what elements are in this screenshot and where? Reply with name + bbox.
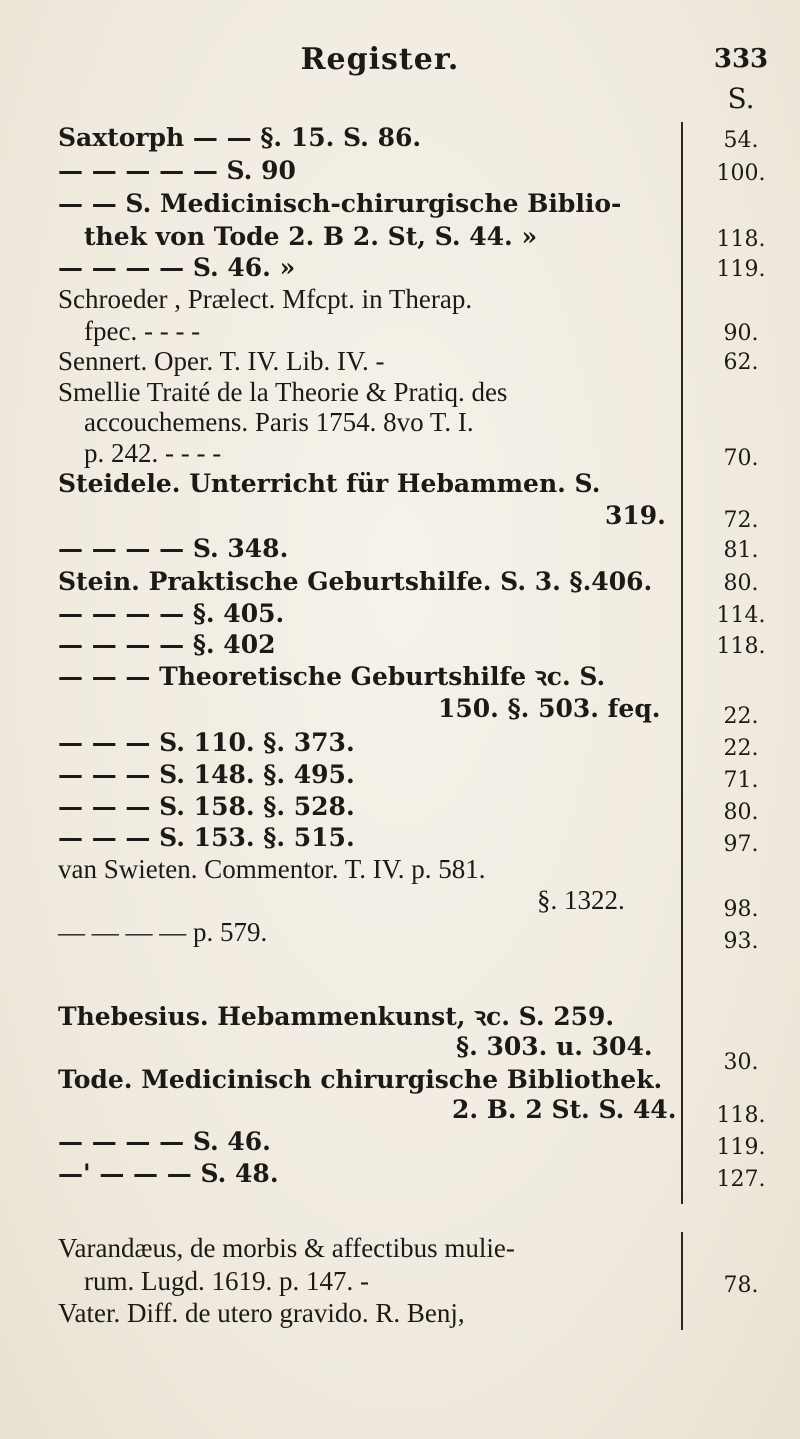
entry-text: Sennert. Oper. T. IV. Lib. IV. - bbox=[58, 346, 385, 376]
entry-text: 2. B. 2 St. S. 44. bbox=[452, 1095, 677, 1124]
entry-page: 78. bbox=[723, 1273, 759, 1298]
entry-page: 30. bbox=[723, 1050, 759, 1075]
register-entry bbox=[0, 188, 800, 220]
entry-page: 127. bbox=[716, 1167, 766, 1192]
running-head: Register. bbox=[300, 42, 460, 77]
entry-page: 119. bbox=[716, 257, 766, 282]
entry-page: 72. bbox=[723, 508, 759, 533]
register-entry bbox=[0, 500, 800, 532]
entry-text: — — — — §. 405. bbox=[58, 599, 285, 628]
register-entry bbox=[0, 1126, 800, 1158]
entry-text: — — — — §. 402 bbox=[58, 630, 276, 659]
register-entry bbox=[0, 916, 800, 954]
entry-page: 81. bbox=[723, 538, 759, 563]
entry-text: Thebesius. Hebammenkunst, ꝛc. S. 259. bbox=[58, 1002, 615, 1031]
entry-page: 93. bbox=[723, 929, 759, 954]
entry-text: Saxtorph — — §. 15. S. 86. bbox=[58, 123, 422, 152]
entry-text: — — — — p. 579. bbox=[58, 917, 268, 947]
entry-text: — — — Theoretische Geburtshilfe ꝛc. S. bbox=[58, 662, 606, 691]
entry-text: — — — — S. 348. bbox=[58, 534, 289, 563]
entry-page: 118. bbox=[716, 1103, 766, 1128]
register-entry bbox=[0, 1031, 800, 1075]
entry-text: van Swieten. Commentor. T. IV. p. 581. bbox=[58, 854, 486, 884]
register-entry bbox=[0, 283, 800, 315]
entry-text: 319. bbox=[605, 501, 666, 530]
entry-page: 98. bbox=[723, 897, 759, 922]
register-entry bbox=[0, 1158, 800, 1190]
register-entry bbox=[0, 315, 800, 347]
entry-text: — — — S. 148. §. 495. bbox=[58, 760, 355, 789]
register-entry bbox=[0, 1265, 800, 1297]
register-entry bbox=[0, 759, 800, 791]
register-entry bbox=[0, 155, 800, 187]
entry-text: — — — S. 110. §. 373. bbox=[58, 728, 355, 757]
entry-text: — — — S. 158. §. 528. bbox=[58, 792, 355, 821]
register-entry bbox=[0, 791, 800, 823]
entry-text: rum. Lugd. 1619. p. 147. - bbox=[84, 1266, 369, 1296]
entry-text: Vater. Diff. de utero gravido. R. Benj, bbox=[58, 1298, 465, 1328]
entry-text: — — — — S. 46. bbox=[58, 1127, 271, 1156]
entry-page: 90. bbox=[723, 321, 759, 346]
entry-text: — — — — — S. 90 bbox=[58, 156, 296, 185]
register-entry bbox=[0, 727, 800, 759]
entry-page: 22. bbox=[723, 736, 759, 761]
entry-text: fpec. - - - - bbox=[84, 316, 201, 346]
entry-page: 70. bbox=[723, 446, 759, 471]
register-entry bbox=[0, 822, 800, 857]
entry-page: 100. bbox=[716, 161, 766, 186]
entry-text: 150. §. 503. feq. bbox=[438, 694, 661, 723]
register-entry bbox=[0, 406, 800, 438]
entry-text: —' — — — S. 48. bbox=[58, 1159, 279, 1188]
entry-text: — — — S. 153. §. 515. bbox=[58, 823, 355, 852]
entry-page: 118. bbox=[716, 227, 766, 252]
entry-text: Smellie Traité de la Theorie & Pratiq. des bbox=[58, 377, 508, 407]
entry-page: 54. bbox=[723, 128, 759, 153]
register-entry bbox=[0, 629, 800, 661]
entry-text: Stein. Praktische Geburtshilfe. S. 3. §.406. bbox=[58, 567, 653, 596]
entry-text: thek von Tode 2. B 2. St, S. 44. » bbox=[84, 222, 538, 251]
entry-page: 80. bbox=[723, 571, 759, 596]
register-entry bbox=[0, 661, 800, 693]
entry-page: 71. bbox=[723, 768, 759, 793]
entry-text: — — S. Medicinisch-chirurgische Biblio- bbox=[58, 189, 622, 218]
entry-page: 62. bbox=[723, 350, 759, 375]
register-entry bbox=[0, 252, 800, 284]
column-rule-lower bbox=[681, 1232, 683, 1330]
entry-text: §. 303. u. 304. bbox=[456, 1032, 653, 1061]
register-entry bbox=[0, 345, 800, 377]
page-number: 333 bbox=[713, 44, 769, 74]
entry-text: Tode. Medicinisch chirurgische Bibliothek. bbox=[58, 1065, 663, 1094]
register-entry bbox=[0, 1094, 800, 1126]
entry-text: accouchemens. Paris 1754. 8vo T. I. bbox=[84, 407, 474, 437]
entry-page: 97. bbox=[723, 832, 759, 857]
register-entry bbox=[0, 468, 800, 500]
register-entry bbox=[0, 853, 800, 885]
entry-text: p. 242. - - - - bbox=[84, 438, 222, 468]
entry-text: §. 1322. bbox=[537, 885, 625, 915]
register-entry bbox=[0, 884, 800, 922]
register-entry bbox=[0, 1297, 800, 1329]
register-entry bbox=[0, 1232, 800, 1264]
register-entry bbox=[0, 693, 800, 729]
register-entry bbox=[0, 533, 800, 565]
register-entry bbox=[0, 221, 800, 253]
register-entry bbox=[0, 122, 800, 154]
entry-text: Steidele. Unterricht für Hebammen. S. bbox=[58, 469, 601, 498]
entry-page: 114. bbox=[716, 603, 766, 628]
register-entry bbox=[0, 1001, 800, 1033]
register-entry bbox=[0, 1064, 800, 1096]
entry-text: Schroeder , Prælect. Mfcpt. in Therap. bbox=[58, 284, 473, 314]
entry-text: — — — — S. 46. » bbox=[58, 253, 296, 282]
register-entry bbox=[0, 598, 800, 630]
register-entry bbox=[0, 376, 800, 408]
page-column-heading: S. bbox=[727, 82, 755, 115]
entry-text: Varandæus, de morbis & affectibus mulie- bbox=[58, 1233, 515, 1263]
entry-page: 80. bbox=[723, 800, 759, 825]
entry-page: 119. bbox=[716, 1135, 766, 1160]
register-entry bbox=[0, 566, 800, 598]
entry-page: 22. bbox=[723, 704, 759, 729]
register-entry bbox=[0, 437, 800, 469]
entry-page: 118. bbox=[716, 634, 766, 659]
